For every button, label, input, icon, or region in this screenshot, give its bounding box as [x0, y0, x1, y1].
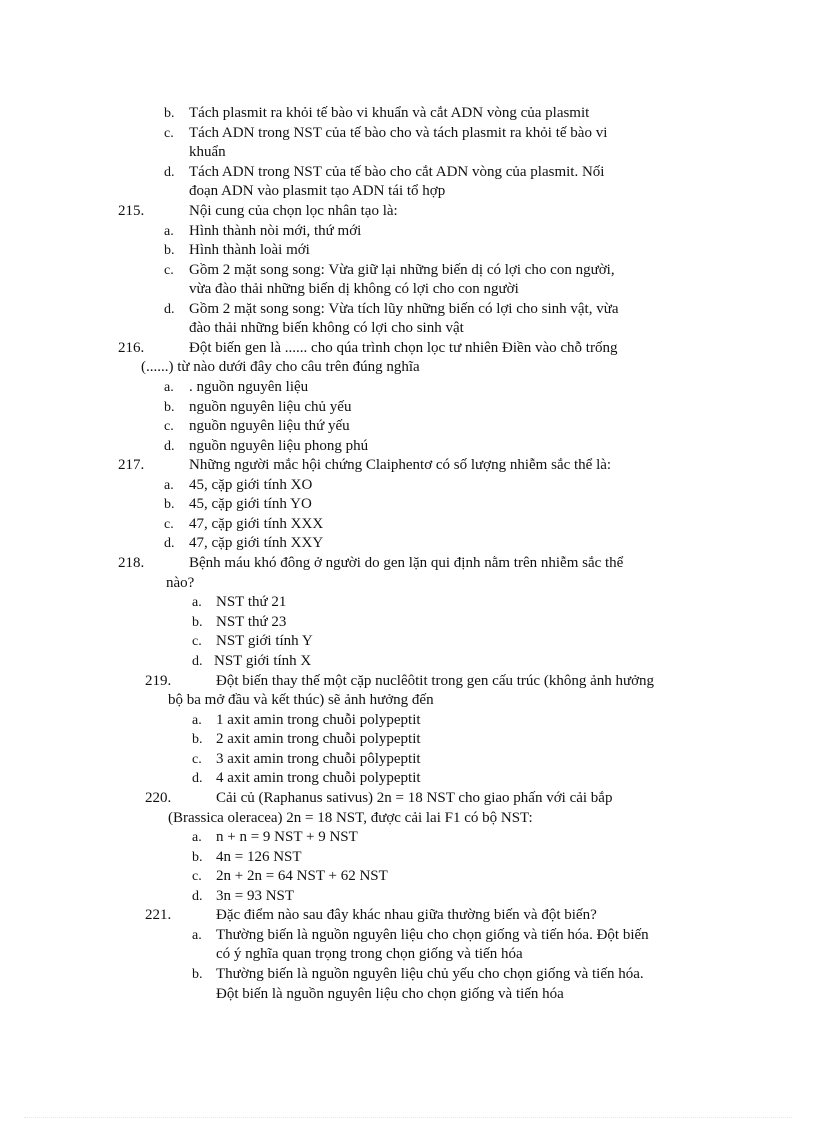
option-label: a. — [164, 478, 174, 493]
question-number: 216. — [118, 340, 145, 356]
question-text-continued: (Brassica oleracea) 2n = 18 NST, được cải lai F1 có bộ NST: — [168, 810, 533, 826]
option-text: nguồn nguyên liệu chủ yếu — [189, 399, 352, 415]
option-text: 3 axit amin trong chuỗi pôlypeptit — [216, 751, 421, 767]
option-label: b. — [164, 400, 175, 415]
option-label: a. — [164, 380, 174, 395]
option-label: c. — [164, 126, 174, 141]
question-text: Đột biến thay thế một cặp nuclêôtit trong gen cấu trúc (không ảnh hưởng — [216, 673, 655, 689]
option-text-continued: có ý nghĩa quan trọng trong chọn giống và tiến hóa — [216, 946, 523, 962]
question-number: 215. — [118, 203, 145, 219]
question-text-continued: (......) từ nào dưới đây cho câu trên đúng nghĩa — [141, 359, 420, 375]
option-label: d. — [164, 165, 175, 180]
option-text: NST thứ 23 — [216, 614, 287, 630]
option-label: a. — [192, 713, 202, 728]
question-text: Nội cung của chọn lọc nhân tạo là: — [189, 203, 398, 219]
option-text: Tách plasmit ra khỏi tế bào vi khuẩn và cắt ADN vòng của plasmit — [189, 105, 590, 121]
option-text: 47, cặp giới tính XXY — [189, 535, 324, 551]
option-text: Tách ADN trong NST của tế bào cho cắt ADN vòng của plasmit. Nối — [189, 164, 605, 180]
option-label: d. — [164, 536, 175, 551]
option-label: c. — [192, 634, 202, 649]
option-text: 45, cặp giới tính XO — [189, 477, 313, 493]
option-text: 45, cặp giới tính YO — [189, 496, 312, 512]
option-text: Hình thành nòi mới, thứ mới — [189, 223, 362, 239]
question-number: 217. — [118, 457, 145, 473]
option-text-continued: đoạn ADN vào plasmit tạo ADN tái tổ hợp — [189, 183, 446, 199]
option-label: b. — [192, 615, 203, 630]
option-text: 47, cặp giới tính XXX — [189, 516, 324, 532]
option-label: d. — [192, 771, 203, 786]
option-label: b. — [192, 967, 203, 982]
question-number: 221. — [145, 907, 172, 923]
option-label: d. — [164, 302, 175, 317]
option-label: b. — [192, 850, 203, 865]
option-text: Hình thành loài mới — [189, 242, 310, 258]
question-text-continued: nào? — [166, 575, 195, 591]
option-label: c. — [164, 517, 174, 532]
option-text: 2 axit amin trong chuỗi polypeptit — [216, 731, 421, 747]
option-label: c. — [164, 263, 174, 278]
option-text-continued: khuẩn — [189, 144, 226, 160]
option-text: 4 axit amin trong chuỗi polypeptit — [216, 770, 421, 786]
option-label: a. — [164, 224, 174, 239]
option-text: 2n + 2n = 64 NST + 62 NST — [216, 868, 388, 884]
question-text: Những người mắc hội chứng Claiphentơ có số lượng nhiễm sắc thể là: — [189, 457, 612, 473]
option-text: Tách ADN trong NST của tế bào cho và tách plasmit ra khỏi tế bào vi — [189, 125, 608, 141]
option-label: c. — [164, 419, 174, 434]
question-text: Bệnh máu khó đông ở người do gen lặn qui định nằm trên nhiễm sắc thể — [189, 555, 624, 571]
option-text-continued: Đột biến là nguồn nguyên liệu cho chọn giống và tiến hóa — [216, 986, 564, 1002]
option-label: c. — [192, 752, 202, 767]
option-text: 3n = 93 NST — [216, 888, 295, 904]
question-number: 220. — [145, 790, 172, 806]
option-text: nguồn nguyên liệu thứ yếu — [189, 418, 350, 434]
option-text: Gồm 2 mặt song song: Vừa giữ lại những biến dị có lợi cho con người, — [189, 262, 615, 278]
option-label: b. — [164, 106, 175, 121]
option-label: b. — [192, 732, 203, 747]
option-text: n + n = 9 NST + 9 NST — [216, 829, 358, 845]
option-label: a. — [192, 595, 202, 610]
option-text: NST giới tính Y — [216, 633, 313, 649]
option-text: 1 axit amin trong chuỗi polypeptit — [216, 712, 421, 728]
option-label: b. — [164, 497, 175, 512]
option-text: 4n = 126 NST — [216, 849, 302, 865]
option-label: a. — [192, 928, 202, 943]
option-text: NST thứ 21 — [216, 594, 287, 610]
option-text: NST giới tính X — [214, 653, 312, 669]
option-label: a. — [192, 830, 202, 845]
question-number: 219. — [145, 673, 172, 689]
question-text: Đột biến gen là ...... cho qúa trình chọn lọc tư nhiên Điền vào chỗ trống — [189, 340, 618, 356]
question-text: Cải củ (Raphanus sativus) 2n = 18 NST cho giao phấn với cải bắp — [216, 790, 613, 806]
option-text: Thường biến là nguồn nguyên liệu cho chọn giống và tiến hóa. Đột biến — [216, 927, 649, 943]
option-text-continued: vừa đào thải những biến dị không có lợi cho con người — [189, 281, 519, 297]
question-number: 218. — [118, 555, 145, 571]
option-text: nguồn nguyên liệu phong phú — [189, 438, 369, 454]
option-label: d. — [192, 654, 203, 669]
option-label: c. — [192, 869, 202, 884]
option-text: Thường biến là nguồn nguyên liệu chủ yếu cho chọn giống và tiến hóa. — [216, 966, 644, 982]
option-label: b. — [164, 243, 175, 258]
option-text-continued: đào thải những biến không có lợi cho sinh vật — [189, 320, 464, 336]
option-text: Gồm 2 mặt song song: Vừa tích lũy những biến có lợi cho sinh vật, vừa — [189, 301, 619, 317]
page-bottom-divider — [24, 1117, 792, 1118]
question-text-continued: bộ ba mở đầu và kết thúc) sẽ ảnh hưởng đến — [168, 692, 434, 708]
option-label: d. — [164, 439, 175, 454]
option-text: . nguồn nguyên liệu — [189, 379, 309, 395]
question-text: Đặc điểm nào sau đây khác nhau giữa thường biến và đột biến? — [216, 907, 597, 923]
option-label: d. — [192, 889, 203, 904]
